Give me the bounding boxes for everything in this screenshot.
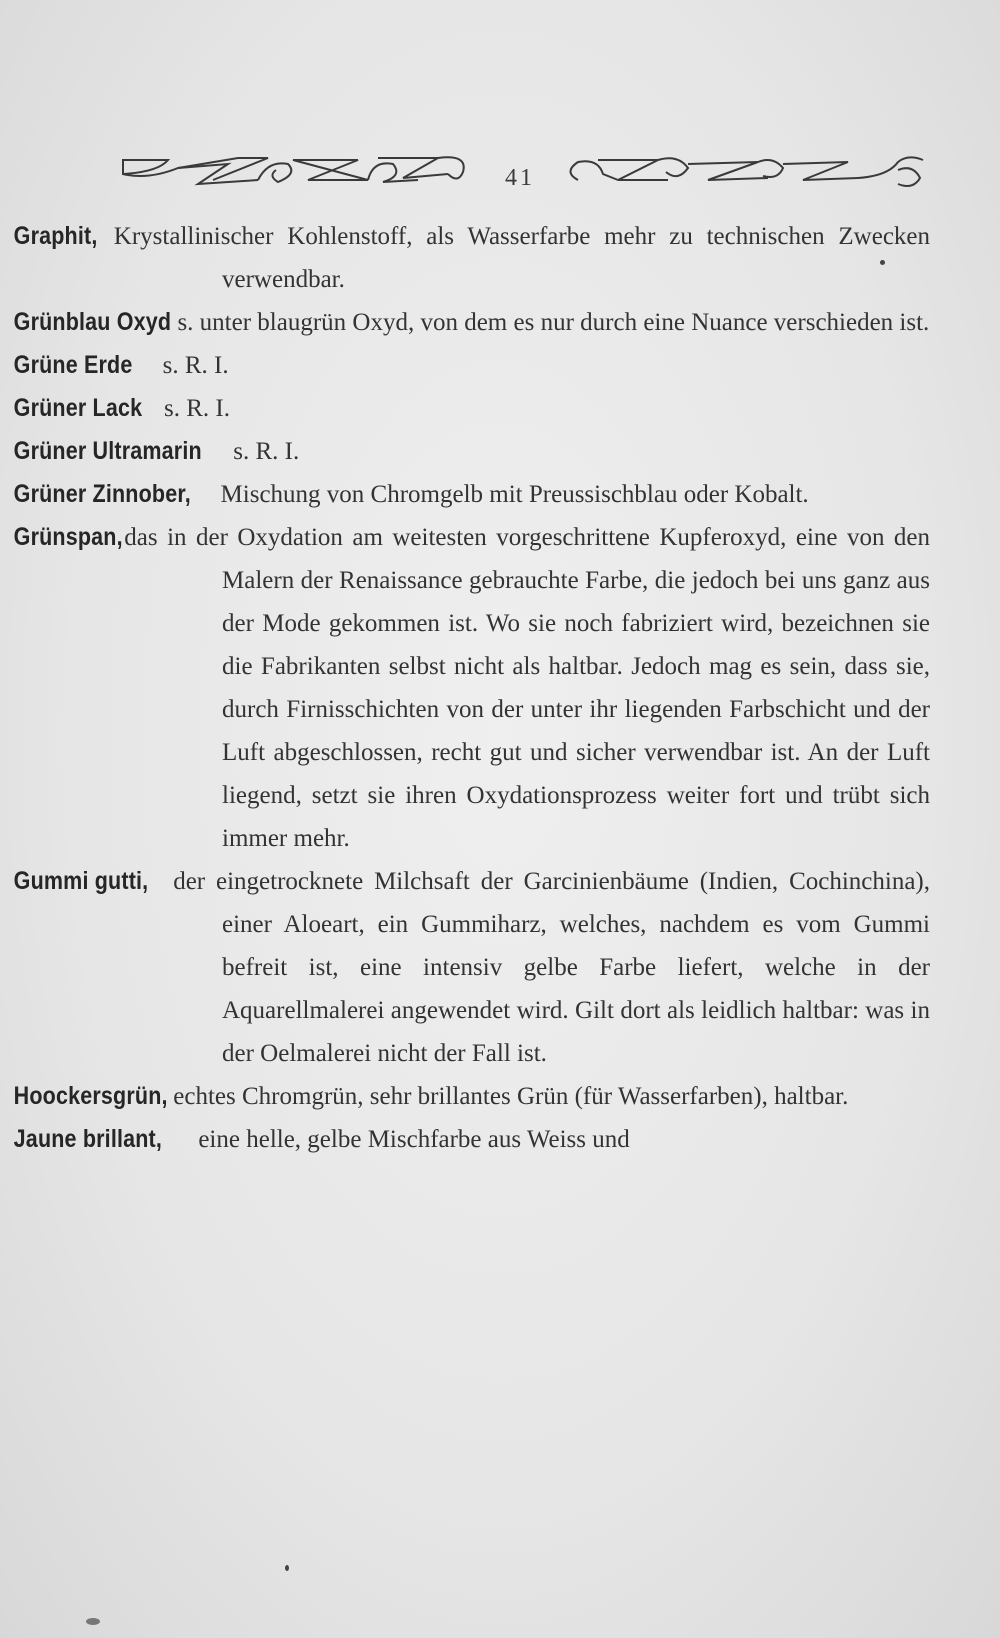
- entry-term: Jaune brillant,: [13, 1125, 163, 1153]
- entry-term: Hoockersgrün,: [13, 1082, 168, 1110]
- ink-speck: [86, 1618, 100, 1625]
- entry-description: echtes Chromgrün, sehr brillantes Grün (für Wasserfarben), haltbar.: [173, 1083, 849, 1110]
- entry-description: eine helle, gelbe Mischfarbe aus Weiss und: [198, 1126, 630, 1153]
- entry-term: Grüne Erde: [13, 351, 133, 379]
- entry-term: Grüner Zinnober,: [13, 480, 191, 508]
- ink-speck: [285, 1565, 289, 1571]
- right-ornament-icon: [558, 150, 928, 200]
- entry-term: Grüner Lack: [13, 394, 143, 422]
- glossary-entry: [13, 473, 930, 516]
- entry-description: s. R. I.: [233, 438, 300, 465]
- entry-description: das in der Oxydation am weitesten vorgeschrittene Kupferoxyd, eine von den Malern der Renaissance gebrauchte Farbe, die jedoch bei uns ganz aus der Mode gekommen ist. Wo sie noch fabriziert wird, bezeichnen sie die Fabrikanten selbst nicht als haltbar. Jedoch mag es sein, dass sie, durch Firnisschichten von der unter ihr liegenden Farbschicht und der Luft abgeschlossen, recht gut und sicher verwendbar ist. An der Luft liegend, setzt sie ihren Oxydationsprozess weiter fort und trübt sich immer mehr.: [124, 524, 931, 852]
- glossary-entry: [13, 301, 930, 344]
- entry-description: s. R. I.: [162, 352, 229, 379]
- entry-term: Grüner Ultramarin: [13, 437, 202, 465]
- glossary-entry: [13, 430, 930, 473]
- entry-description: der eingetrocknete Milchsaft der Garcinienbäume (Indien, Cochinchina), einer Aloeart, ein Gummiharz, welches, nachdem es vom Gummi befreit ist, eine intensiv gelbe Farbe liefert, welche in der Aquarellmalerei angewendet wird. Gilt dort als leidlich haltbar: was in der Oelmalerei nicht der Fall ist.: [173, 868, 930, 1067]
- left-ornament-icon: [118, 150, 478, 200]
- entry-term: Gummi gutti,: [13, 867, 149, 895]
- glossary-entry: [13, 1075, 930, 1118]
- entry-term: Grünspan,: [13, 523, 123, 551]
- glossary-entry: [13, 344, 930, 387]
- glossary-entry: [13, 1118, 930, 1161]
- glossary-entry: [13, 387, 930, 430]
- page-number: 41: [505, 165, 535, 191]
- glossary-entries: [13, 215, 931, 1161]
- entry-term: Grünblau Oxyd: [13, 308, 172, 336]
- entry-description: s. unter blaugrün Oxyd, von dem es nur durch eine Nuance verschieden ist.: [177, 309, 930, 336]
- glossary-entry: [13, 516, 931, 860]
- entry-description: s. R. I.: [164, 395, 231, 422]
- ink-speck: [880, 260, 885, 265]
- glossary-entry: [13, 860, 930, 1075]
- glossary-entry: Graphit, Krystallinischer Kohlenstoff, als Wasserfarbe mehr zu technischen Zwecken verwendbar.: [13, 222, 931, 293]
- entry-description: Krystallinischer Kohlenstoff, als Wasserfarbe mehr zu technischen Zwecken verwendbar.: [113, 223, 931, 293]
- entry-description: Mischung von Chromgelb mit Preussischblau oder Kobalt.: [220, 481, 809, 508]
